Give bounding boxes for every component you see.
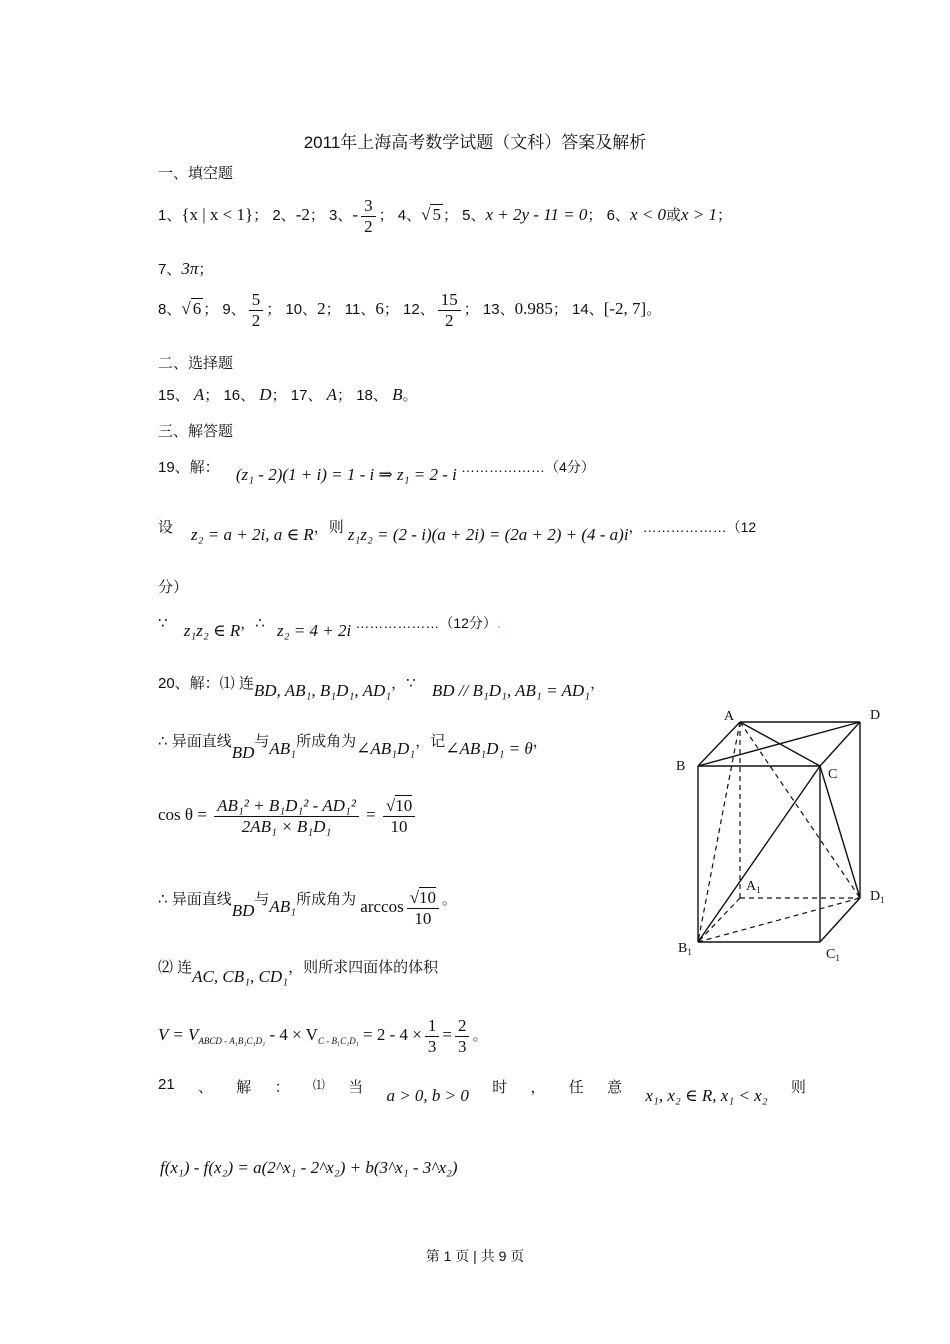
q19-set: 设 [158, 519, 174, 536]
fraction-denominator: 2 [251, 310, 261, 330]
fraction-denominator: 2 [364, 216, 373, 236]
q21-number: 21 [158, 1076, 175, 1093]
q21-vars: x₁, x₂ ∈ R, x₁ < x₂ [645, 1086, 768, 1105]
because-symbol: ∵ [158, 615, 168, 632]
vol-eq: = 2 - 4 × [363, 1025, 422, 1045]
separator: 。 [402, 387, 418, 404]
q20-ab1-2: AB₁ [269, 897, 297, 917]
separator: ， [590, 675, 606, 692]
fraction-numerator: 15 [438, 290, 461, 311]
separator: ； [203, 301, 219, 319]
q19-score1: ………………（4分） [461, 459, 595, 475]
separator: ； [204, 387, 220, 404]
section-fill-in: 一、填空题 [158, 165, 234, 182]
q19-eq1: (z₁ - 2)(1 + i) = 1 - i ⇒ z₁ = 2 - i [235, 465, 457, 484]
q21-text: ⑴ [312, 1078, 325, 1092]
q-number: 9、 [222, 301, 246, 319]
equals-sign: = [366, 805, 376, 825]
q19-line-3 [158, 612, 502, 640]
separator: ； [383, 301, 399, 319]
q19-cond: z₁z₂ ∈ R [183, 621, 241, 640]
separator: ； [463, 301, 479, 319]
q20-ab1: AB₁ [269, 739, 297, 758]
fill-line-3 [158, 290, 661, 330]
answer-13: 0.985 [514, 299, 553, 319]
q-number: 12、 [403, 301, 435, 319]
q19-then: ，则 [313, 519, 344, 536]
prism-figure [660, 700, 900, 970]
fraction-numerator: √10 [383, 796, 415, 817]
q20-skew1: ∴ 异面直线 [158, 733, 232, 750]
q21-equation: f(x₁) - f(x₂) = a(2^x₁ - 2^x₂) + b(3^x₁ - 3^x₂) [160, 1158, 458, 1177]
separator: ， [532, 733, 548, 750]
answer-14: [-2, 7] [603, 299, 647, 319]
fraction-numerator: 2 [455, 1016, 470, 1037]
q-number: 11、 [344, 301, 376, 319]
vertex-label-A: A [724, 709, 735, 724]
q20-line-1 [158, 672, 606, 700]
q21-cond: a > 0, b > 0 [386, 1086, 469, 1105]
q20-connect: BD, AB₁, B₁D₁, AD₁ [253, 681, 392, 700]
angle-is-text: 所成角为 [296, 733, 357, 750]
vertex-label-C1: $C_1$ [826, 947, 840, 963]
cos-lhs: cos θ = [158, 805, 207, 825]
q20-angle: ∠AB₁D₁ [356, 739, 416, 758]
therefore-symbol: ，∴ [240, 615, 265, 632]
separator: ； [325, 301, 341, 319]
radicand: 10 [395, 796, 413, 815]
q19-line-1 [158, 456, 595, 484]
q-number: 4、 [397, 207, 422, 225]
answer-7: 3π [181, 259, 199, 278]
fraction-denominator: 2AB₁ × B₁D₁ [241, 816, 332, 836]
q20-cond: BD // B₁D₁, AB₁ = AD₁ [431, 681, 591, 700]
radicand: 5 [432, 205, 441, 225]
fill-line-2 [158, 258, 213, 279]
q-number: 14、 [572, 301, 604, 319]
answer-8-sqrt: √ 6 [181, 299, 202, 319]
vol-sub2: C - B₁C₁D₁ [317, 1036, 359, 1047]
page-title: 2011年上海高考数学试题（文科）答案及解析 [303, 133, 647, 152]
q-number: 17、 [290, 387, 323, 404]
answer-18: B [392, 385, 403, 404]
answer-15: A [193, 385, 205, 404]
q20-p2-label: ⑵ 连 [158, 959, 193, 976]
denote-text: ，记 [415, 733, 446, 750]
separator: ； [378, 207, 394, 225]
separator: 。 [472, 1027, 488, 1045]
radicand: 10 [419, 888, 437, 907]
q-number: 2、 [272, 207, 296, 225]
separator: 。 [442, 891, 458, 909]
q21-text: ： [274, 1079, 290, 1096]
separator: ； [309, 207, 325, 225]
answer-2: -2 [295, 205, 310, 225]
separator: ； [717, 207, 733, 225]
fraction-numerator: 3 [361, 196, 376, 217]
q20-part2 [158, 956, 439, 986]
radicand: 6 [192, 299, 202, 319]
arccos-text: arccos [360, 897, 404, 917]
fraction-denominator: 2 [444, 310, 454, 330]
q19-label: 19、解： [158, 459, 220, 476]
answer-1: {x | x < 1} [181, 205, 254, 225]
q20-p2-segs: AC, CB₁, CD₁ [192, 967, 289, 986]
separator: ； [266, 301, 282, 319]
q-number: 15、 [158, 387, 190, 404]
q19-score2: ，………………（12 [628, 519, 757, 535]
vertex-label-B1: $B_1$ [678, 941, 692, 957]
answer-16: D [259, 385, 272, 404]
fraction-denominator: 10 [414, 908, 432, 928]
with-word: 与 [254, 733, 270, 750]
fraction-numerator: 1 [425, 1016, 440, 1037]
q-number: 8、 [158, 301, 182, 319]
with-word: 与 [254, 891, 270, 909]
edge-AB [698, 722, 740, 766]
q20-label: 20、解：⑴ 连 [158, 675, 254, 692]
section-answer: 三、解答题 [158, 423, 234, 440]
q20-bd2: BD [231, 901, 255, 921]
q-number: 13、 [482, 301, 515, 319]
q-number: 10、 [285, 301, 318, 319]
edge-CD [820, 722, 860, 766]
q20-bd: BD [231, 743, 255, 762]
answer-5: x + 2y - 11 = 0 [485, 205, 588, 225]
q20-line-2 [158, 730, 548, 762]
q-number: 18、 [356, 387, 388, 404]
answer-17: A [326, 385, 338, 404]
separator: ； [198, 261, 214, 278]
highlight-dot: . [496, 615, 502, 632]
answer-3-sign: - [352, 205, 359, 225]
fraction-denominator: 3 [427, 1036, 437, 1056]
vol-frac-2 [455, 1016, 470, 1056]
vol-frac-1 [425, 1016, 440, 1056]
answer-6b: x > 1 [680, 205, 718, 225]
q20-line-4 [158, 880, 458, 928]
q21-text: ， [530, 1079, 546, 1096]
q21-text: 、 [197, 1079, 213, 1096]
q19-z2: z₂ = a + 2i, a ∈ R [191, 525, 314, 544]
q19-eq2: z₁z₂ = (2 - i)(a + 2i) = (2a + 2) + (4 - a)i [347, 525, 629, 544]
diag-B1C [698, 766, 820, 942]
fraction-denominator: 10 [390, 816, 408, 836]
answer-3-fraction [361, 196, 376, 236]
q19-result: z₂ = 4 + 2i [276, 621, 352, 640]
arccos-fraction [407, 888, 439, 928]
q-number: 16、 [223, 387, 256, 404]
separator: ； [442, 207, 458, 225]
fill-line-1 [158, 196, 732, 236]
angle-is-text: 所成角为 [296, 891, 357, 909]
q19-score2-cont: 分） [158, 579, 189, 596]
vertex-label-B: B [676, 759, 686, 774]
q20-volume [158, 1016, 487, 1056]
separator: ； [271, 387, 287, 404]
cos-fraction [214, 796, 359, 836]
q19-line-2 [158, 516, 757, 544]
answer-4-sqrt: √ 5 [421, 205, 441, 225]
vertex-label-C: C [828, 767, 838, 782]
choice-line [158, 384, 417, 405]
q21-text: 意 [607, 1079, 623, 1096]
vertex-label-A1: $A_1$ [746, 879, 761, 895]
diag-CD1 [820, 766, 860, 898]
page-footer: 第 1 页 | 共 9 页 [425, 1248, 525, 1264]
q20-cos-formula [158, 796, 418, 836]
equals-sign: = [442, 1025, 452, 1045]
edge-C1D1 [820, 898, 860, 942]
answer-11: 6 [375, 299, 384, 319]
q21-text: 任 [568, 1079, 584, 1096]
q-number: 7、 [158, 261, 182, 278]
because-symbol: ，∵ [391, 675, 416, 692]
vol-mid: - 4 × V [269, 1025, 318, 1045]
q20-p2-text: ，则所求四面体的体积 [288, 959, 439, 976]
q21-text: 时 [492, 1079, 508, 1096]
q21-text: 当 [348, 1079, 364, 1096]
vertex-label-D1: $D_1$ [870, 889, 885, 905]
q21-text: 则 [790, 1079, 806, 1096]
q20-angle-eq: ∠AB₁D₁ = θ [445, 739, 533, 758]
diag-AD1 [740, 722, 860, 898]
edge-A1B1 [698, 898, 740, 942]
cos-result-fraction [383, 796, 415, 836]
separator: ； [337, 387, 353, 404]
q-number: 6、 [606, 207, 630, 225]
q-number: 1、 [158, 207, 182, 225]
separator: ； [253, 207, 269, 225]
q20-skew2: ∴ 异面直线 [158, 891, 232, 909]
answer-10: 2 [317, 299, 326, 319]
fraction-numerator: √10 [407, 888, 439, 909]
section-choice: 二、选择题 [158, 355, 234, 372]
fraction-numerator: AB₁² + B₁D₁² - AD₁² [214, 796, 359, 817]
fraction-denominator: 3 [457, 1036, 467, 1056]
separator: 。 [646, 301, 662, 319]
fraction-numerator: 5 [249, 290, 264, 311]
q21-text: 解 [236, 1079, 252, 1096]
q19-score3: ………………（12分） [355, 615, 497, 631]
q-number: 3、 [329, 207, 353, 225]
diag-B1D1 [698, 898, 860, 942]
answer-12-fraction [438, 290, 461, 330]
diag-AC [740, 722, 820, 766]
vol-lhs: V = V [158, 1025, 199, 1045]
or-word: 或 [665, 207, 681, 225]
diag-AB1 [698, 722, 740, 942]
vol-sub1: ABCD - A₁B₁C₁D₁ [198, 1036, 266, 1047]
q21-line-1 [158, 1076, 806, 1105]
answer-9-fraction [249, 290, 264, 330]
separator: ； [552, 301, 568, 319]
q-number: 5、 [462, 207, 486, 225]
separator: ； [587, 207, 603, 225]
answer-6a: x < 0 [629, 205, 666, 225]
vertex-label-D: D [870, 708, 881, 723]
